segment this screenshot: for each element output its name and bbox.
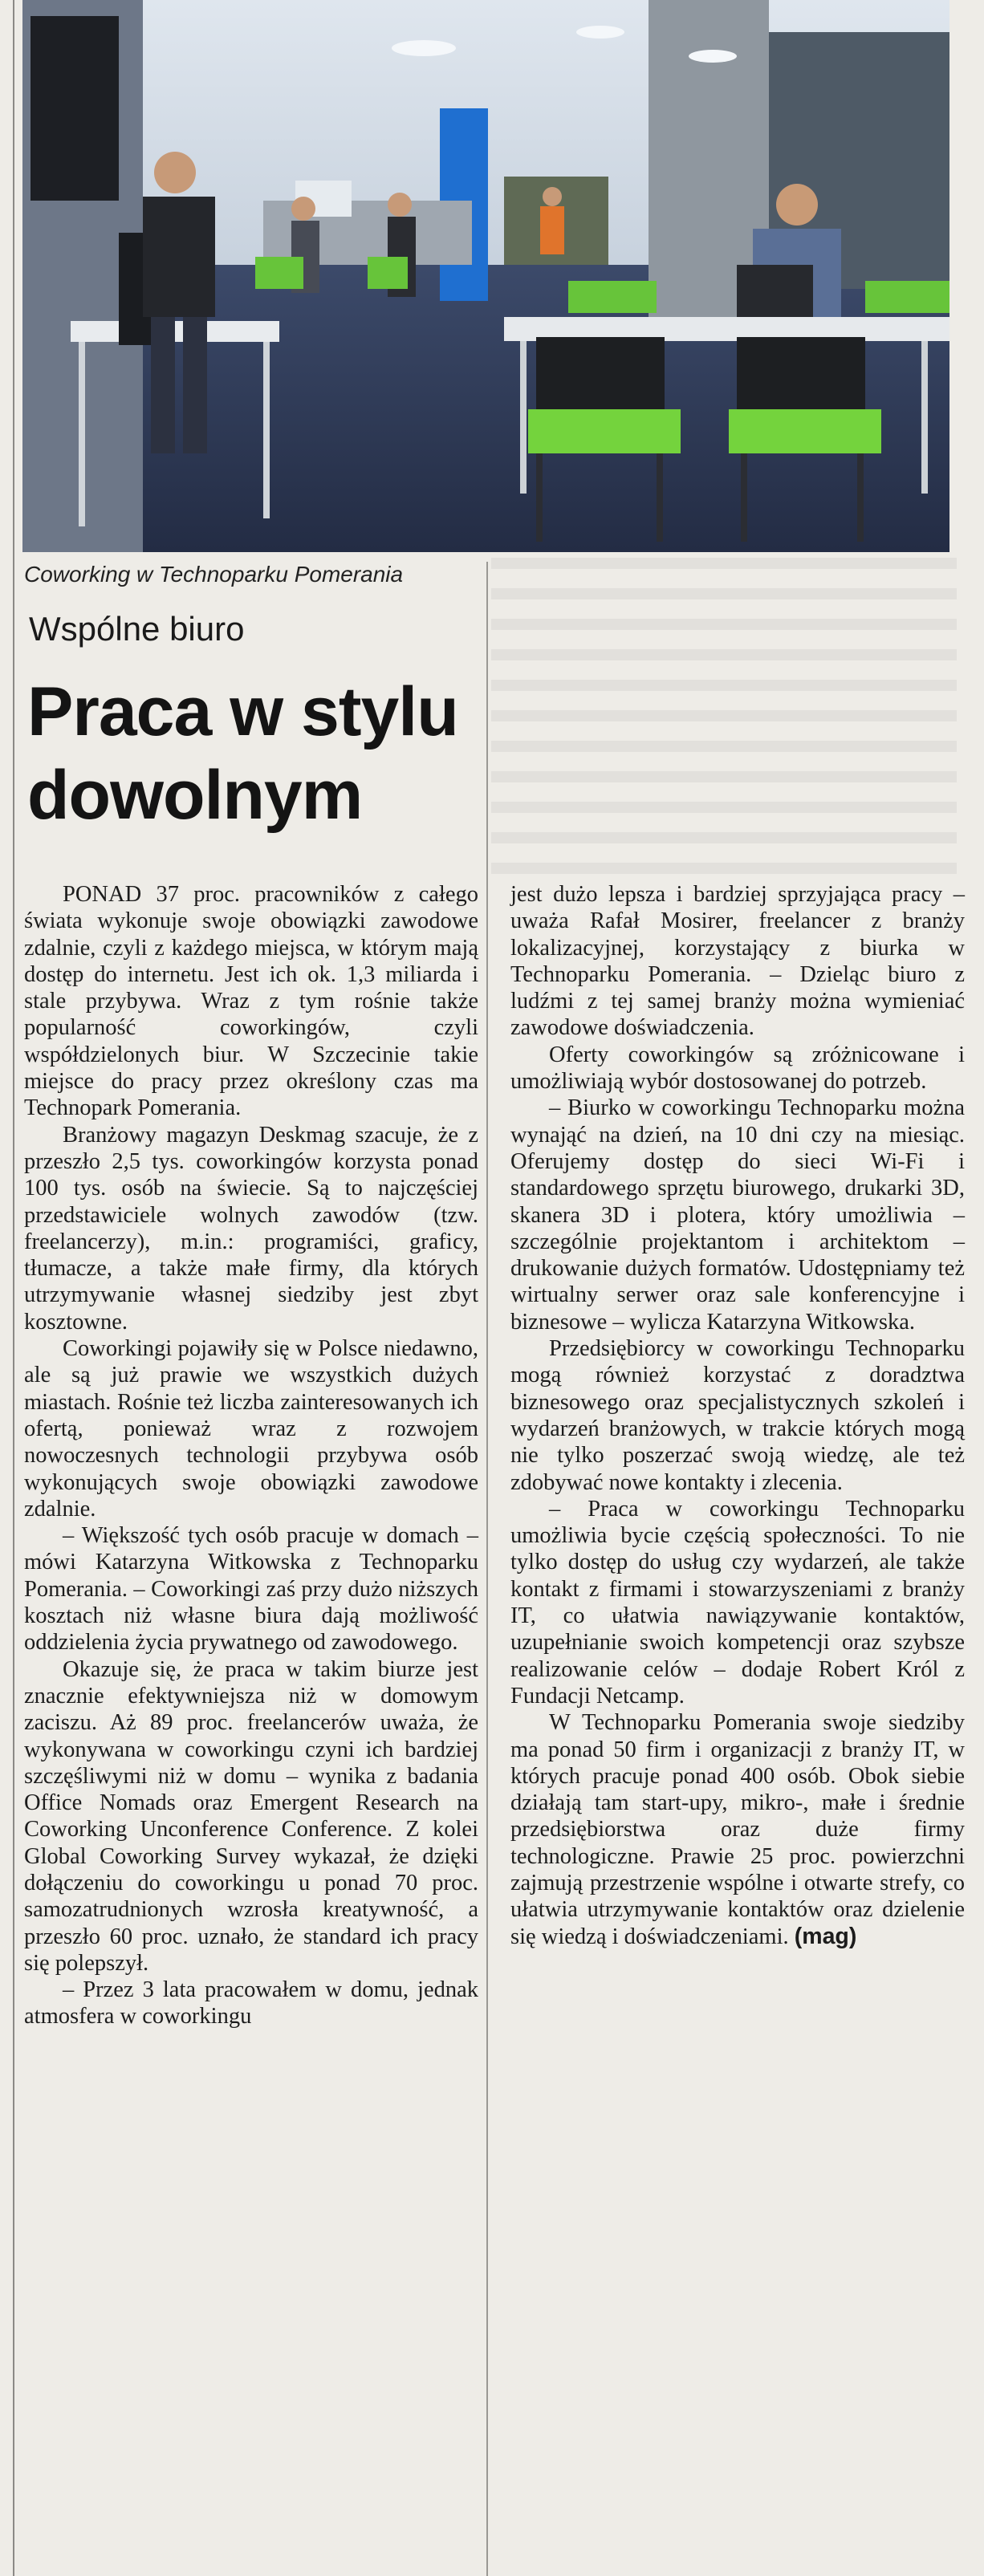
paragraph: – Praca w coworkingu Technoparku umożliwia bycie częścią społeczności. To nie tylko dostęp do usług czy wydarzeń, ale także kontakt z firmami i stowarzyszeniami z branży IT, co ułatwia nawiązywanie kontaktów, uzupełnianie swoich kompetencji oraz szybsze realizowanie celów – dodaje Robert Król z Fundacji Netcamp. bbox=[510, 1496, 965, 1709]
paragraph: – Przez 3 lata pracowałem w domu, jednak atmosfera w coworkingu bbox=[24, 1977, 478, 2030]
photo-caption: Coworking w Technoparku Pomerania bbox=[24, 562, 404, 587]
paragraph: jest dużo lepsza i bardziej sprzyjająca pracy – uważa Rafał Mosirer, freelancer z branży lokalizacyjnej, korzystający z biurka w Technoparku Pomerania. – Dzieląc biuro z ludźmi z tej samej branży można wymieniać zawodowe doświadczenia. bbox=[510, 882, 965, 1041]
paragraph: Coworkingi pojawiły się w Polsce niedawno, ale są już prawie we wszystkich dużych miastach. Rośnie też liczba zainteresowanych ich ofertą, ponieważ wraz z rozwojem nowoczesnych technologii przybywa osób wykonujących swoje obowiązki zawodowe zdalnie. bbox=[24, 1336, 478, 1522]
paragraph: – Biurko w coworkingu Technoparku można wynająć na dzień, na 10 dni czy na miesiąc. Oferujemy dostęp do sieci Wi-Fi i standardowego sprzętu biurowego, drukarki 3D, skanera 3D i plotera, który umożliwia – szczególnie projektantom i architektom – drukowanie dużych formatów. Udostępniamy też wirtualny serwer oraz sale konferencyjne i biznesowe – wylicza Katarzyna Witkowska. bbox=[510, 1095, 965, 1335]
article-headline bbox=[27, 670, 589, 837]
article-column-1 bbox=[24, 881, 478, 2030]
paragraph-text: W Technoparku Pomerania swoje siedziby ma ponad 50 firm i organizacji z branży IT, w których pracuje ponad 400 osób. Obok siebie działają tam start-upy, mikro-, małe i średnie przedsiębiorstwa oraz duże firmy technologiczne. Prawie 25 proc. powierzchni zajmują przestrzenie wspólne i otwarte strefy, co ułatwia utrzymywanie kontaktów oraz dzielenie się wiedzą i doświadczeniami. bbox=[510, 1710, 965, 1949]
headline-line-1: Praca w stylu bbox=[27, 673, 458, 750]
column-rule-left bbox=[13, 0, 14, 2576]
paragraph: Branżowy magazyn Deskmag szacuje, że z przeszło 2,5 tys. coworkingów korzysta ponad 100 tys. osób na świecie. Są to najczęściej przedstawiciele wolnych zawodów (tzw. freelancerzy), m.in.: programiści, graficy, tłumacze, a także małe firmy, dla których utrzymywanie własnej siedziby jest zbyt kosztowne. bbox=[24, 1122, 478, 1335]
article-kicker: Wspólne biuro bbox=[29, 610, 245, 648]
paragraph: PONAD 37 proc. pracowników z całego świata wykonuje swoje obowiązki zawodowe zdalnie, czyli z każdego miejsca, w którym mają dostęp do internetu. Jest ich ok. 1,3 miliarda i stale przybywa. Wraz z tym rośnie także popularność coworkingów, czyli współdzielonych biur. W Szczecinie takie miejsce do pracy przez określony czas ma Technopark Pomerania. bbox=[24, 882, 478, 1121]
paragraph: Przedsiębiorcy w coworkingu Technoparku mogą również korzystać z doradztwa biznesowego oraz specjalistycznych szkoleń i wydarzeń branżowych, w trakcie których mogą nie tylko poszerzać swoją wiedzę, ale też zdobywać nowe kontakty i zlecenia. bbox=[510, 1336, 965, 1495]
paragraph: – Większość tych osób pracuje w domach – mówi Katarzyna Witkowska z Technoparku Pomerania. – Coworkingi zaś przy dużo niższych kosztach niż własne biura dają możliwość oddzielenia życia prywatnego od zawodowego. bbox=[24, 1523, 478, 1656]
paragraph: Okazuje się, że praca w takim biurze jest znacznie efektywniejsza niż w domowym zaciszu. Aż 89 proc. freelancerów uważa, że wykonywana w coworkingu czyni ich bardziej szczęśliwymi niż w domu – wynika z badania Office Nomads oraz Emergent Research na Coworking Unconference Conference. Z kolei Global Coworking Survey wykazał, że dzięki dołączeniu do coworkingu u ponad 70 proc. samozatrudnionych wzrosła kreatywność, a przeszło 60 proc. uznało, że standard ich pracy się polepszył. bbox=[24, 1656, 478, 1976]
author-signature: (mag) bbox=[794, 1923, 857, 1949]
headline-line-2: dowolnym bbox=[27, 757, 363, 834]
article-column-2 bbox=[510, 881, 965, 1950]
paragraph bbox=[510, 1709, 965, 1950]
column-rule-center bbox=[486, 562, 488, 2576]
paragraph: Oferty coworkingów są zróżnicowane i umożliwiają wybór dostosowanej do potrzeb. bbox=[510, 1042, 965, 1095]
coworking-photo bbox=[22, 0, 949, 552]
